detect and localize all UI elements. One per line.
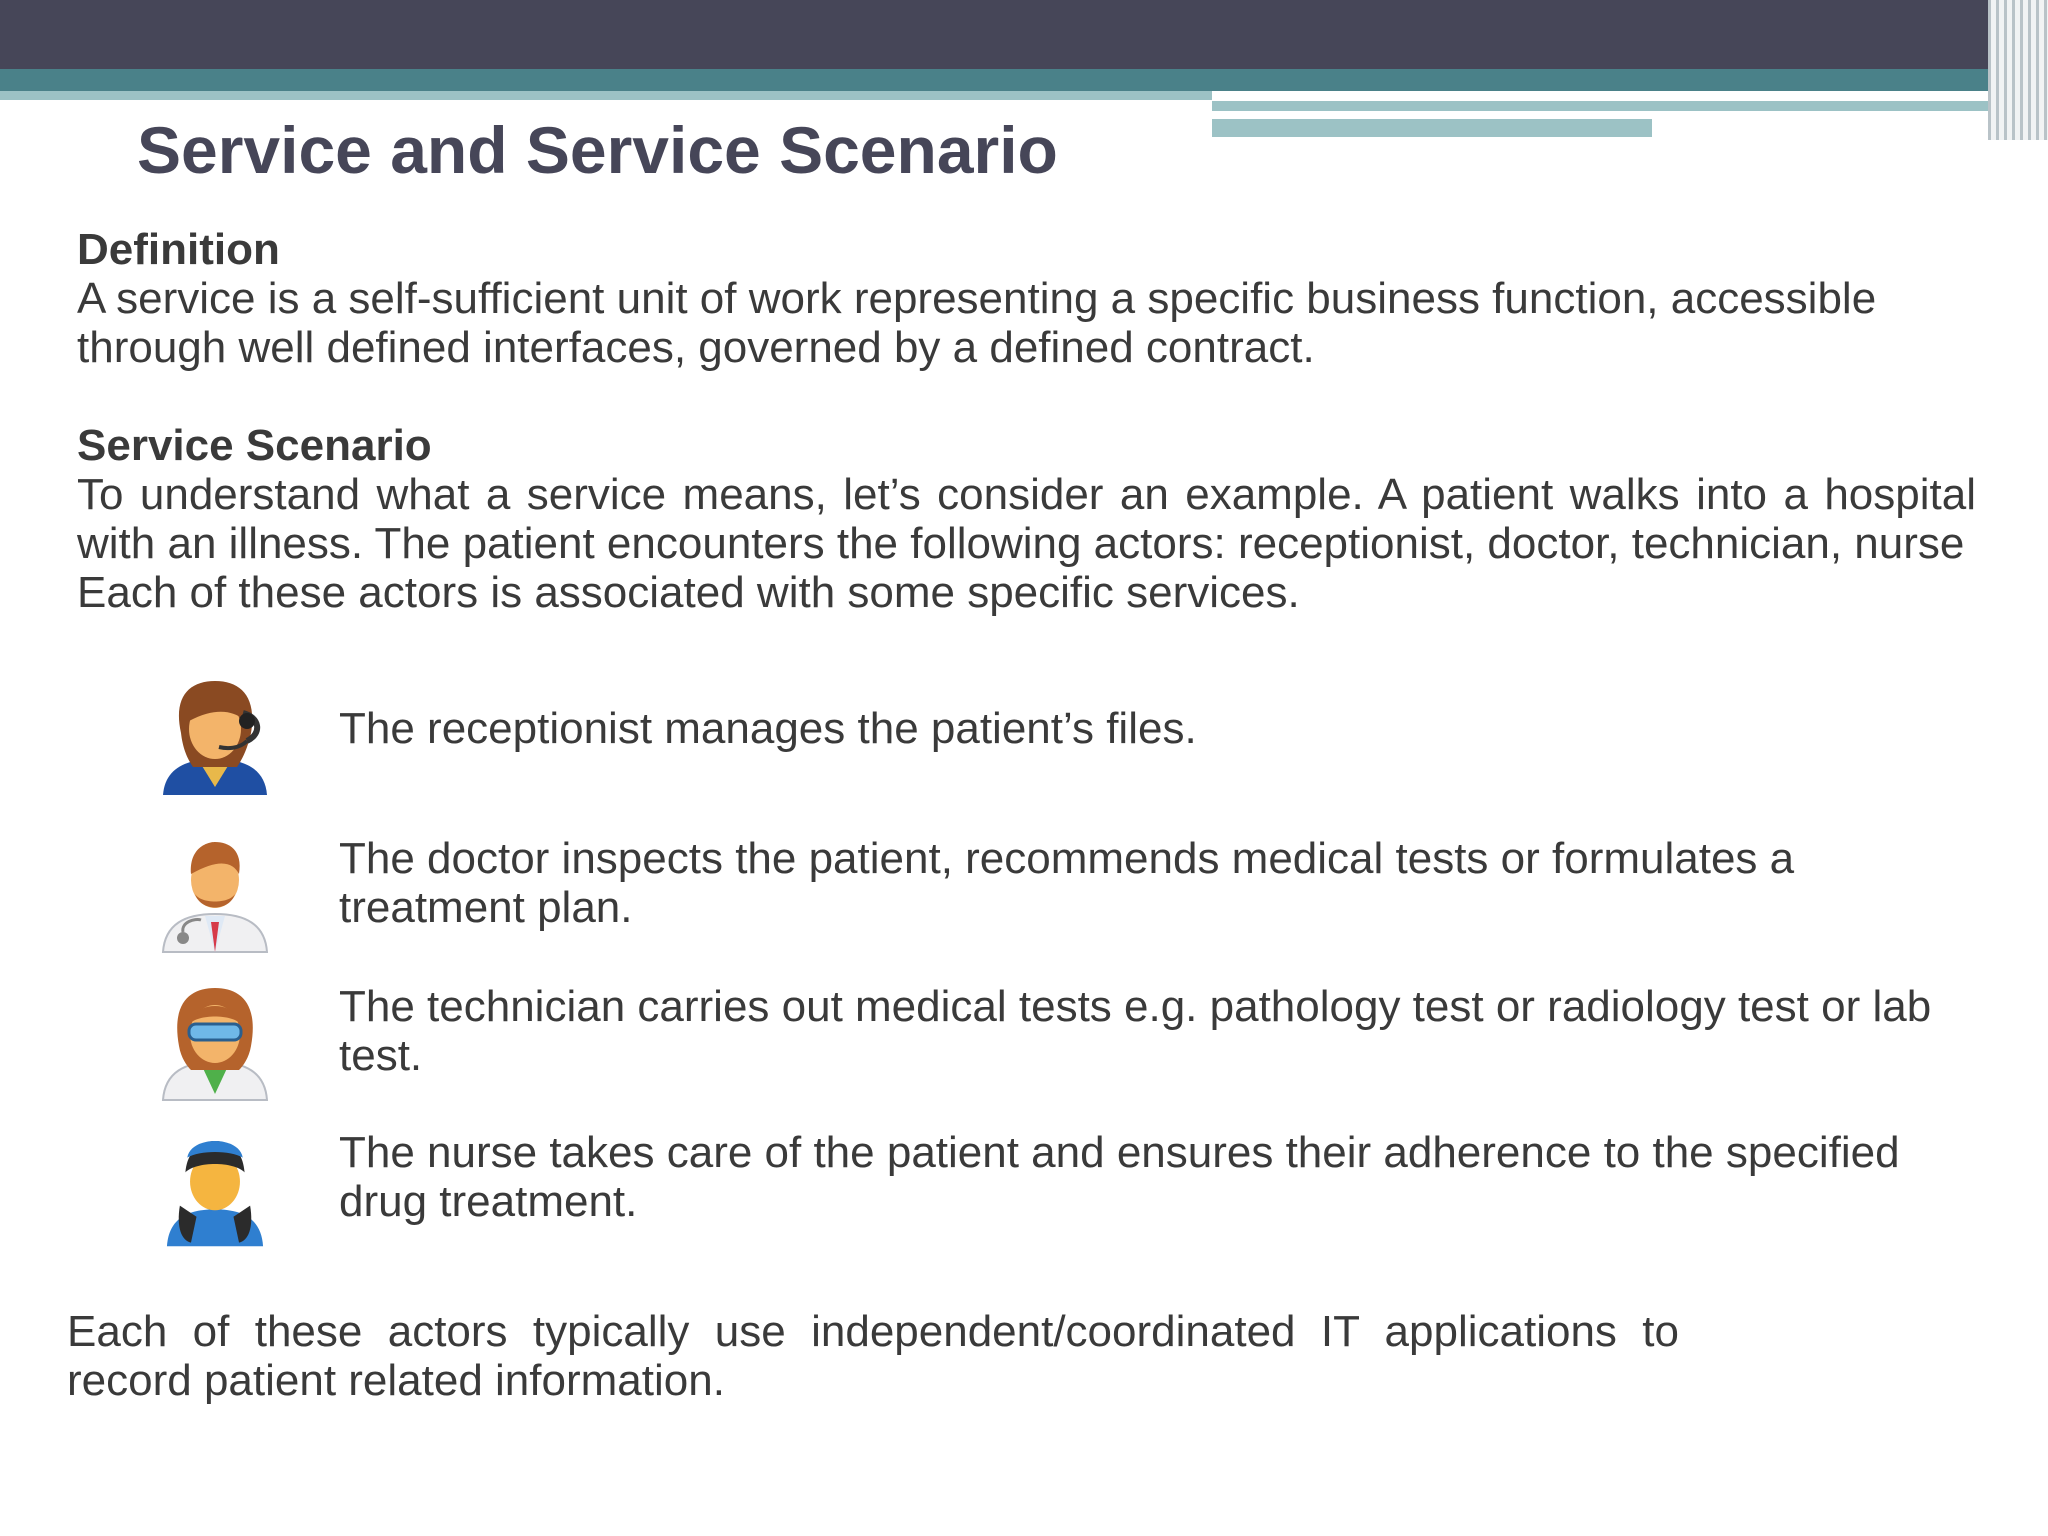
- actor-doctor-text: The doctor inspects the patient, recommends medical tests or formulates a treatment plan.: [339, 834, 1795, 932]
- receptionist-icon: [155, 677, 275, 799]
- header-divider-line: [1212, 111, 1898, 117]
- technician-icon: [155, 982, 275, 1104]
- header-band-teal: [0, 69, 2048, 91]
- actor-technician-text: The technician carries out medical tests e.g. pathology test or radiology test or lab test.: [339, 982, 1932, 1080]
- actor-nurse-text: The nurse takes care of the patient and ensures their adherence to the specified drug treatment.: [339, 1128, 1900, 1226]
- scenario-heading: Service Scenario: [77, 421, 432, 470]
- scenario-intro: To understand what a service means, let’s consider an example. A patient walks into a hospital with an illness. The patient encounters the following actors: receptionist, doctor, technician, nurse: [77, 470, 1976, 568]
- nurse-icon: [155, 1128, 275, 1250]
- definition-heading: Definition: [77, 225, 280, 274]
- header-band-light-right-lower: [1212, 119, 1652, 137]
- closing-text: Each of these actors typically use independent/coordinated IT applications to record patient related information.: [67, 1307, 1679, 1405]
- slide-title: Service and Service Scenario: [137, 113, 1058, 187]
- header-band-light-right: [1212, 101, 2012, 111]
- scenario-section: [77, 421, 1976, 617]
- definition-text: A service is a self-sufficient unit of work representing a specific business function, accessible through well defined interfaces, governed by a defined contract.: [77, 274, 1877, 372]
- doctor-icon: [155, 834, 275, 956]
- scenario-followup: Each of these actors is associated with some specific services.: [77, 568, 1300, 617]
- header-band-dark: [0, 0, 2048, 69]
- actor-receptionist-text: The receptionist manages the patient’s files.: [339, 704, 1197, 753]
- header-band-light: [0, 91, 1212, 100]
- header-edge-stripes: [1988, 0, 2048, 140]
- definition-section: [77, 225, 1977, 372]
